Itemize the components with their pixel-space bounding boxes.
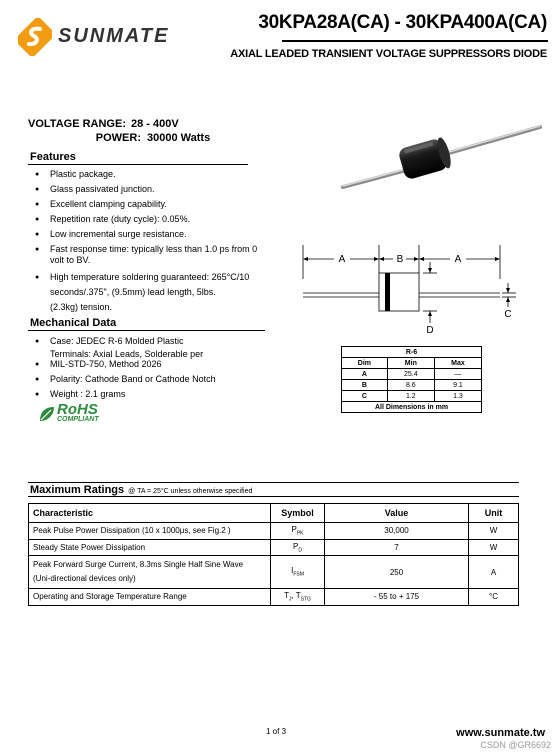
mechanical-list xyxy=(29,336,269,404)
dimension-label-b: B xyxy=(396,254,404,265)
ratings-top-rule xyxy=(28,482,519,483)
features-heading: Features xyxy=(30,151,76,163)
feature-item: (2.3kg) tension. xyxy=(50,302,113,312)
dimension-label-a2: A xyxy=(454,254,462,265)
leaf-icon xyxy=(38,405,56,423)
feature-item: ● Fast response time: typically less than 1.0 ps from 0 volt to BV. xyxy=(29,244,262,266)
mechanical-item: ● Polarity: Cathode Band or Cathode Notch xyxy=(29,374,269,385)
symbol-cell: $P_D$ xyxy=(271,539,325,556)
ratings-bottom-rule xyxy=(28,496,519,497)
dimension-label-c: C xyxy=(504,309,512,320)
min-header: Min xyxy=(387,358,434,369)
max-cell: — xyxy=(434,369,481,380)
max-cell: 9.1 xyxy=(434,380,481,391)
table-row xyxy=(342,391,482,402)
dimension-label-a: A xyxy=(338,254,346,265)
value-header: Value xyxy=(325,504,469,523)
min-cell: 8.6 xyxy=(387,380,434,391)
voltage-range-value: 28 - 400V xyxy=(130,118,179,130)
value-cell: 250 xyxy=(325,556,469,589)
max-header: Max xyxy=(434,358,481,369)
symbol-cell: $T_J$, $T_{STG}$ xyxy=(271,589,325,606)
ratings-condition: @ TA = 25°C unless otherwise specified xyxy=(128,488,253,495)
table-row xyxy=(29,539,519,556)
unit-cell: W xyxy=(469,523,519,540)
unit-cell: W xyxy=(469,539,519,556)
characteristic-cell: Peak Pulse Power Dissipation (10 x 1000μs, see Fig.2 ) xyxy=(29,523,271,540)
power-label: POWER: xyxy=(95,132,141,144)
brand-logo-icon xyxy=(18,18,52,56)
diode-photo-illustration xyxy=(335,125,545,195)
table-row xyxy=(342,369,482,380)
dim-cell: A xyxy=(342,369,388,380)
voltage-range-label: VOLTAGE RANGE: xyxy=(28,118,126,130)
mechanical-item: ● Case: JEDEC R-6 Molded Plastic xyxy=(29,336,269,347)
dim-cell: C xyxy=(342,391,388,402)
characteristic-header: Characteristic xyxy=(29,504,271,523)
value-cell: 30,000 xyxy=(325,523,469,540)
dimension-label-d: D xyxy=(426,325,434,335)
unit-cell: °C xyxy=(469,589,519,606)
characteristic-cell: Operating and Storage Temperature Range xyxy=(29,589,271,606)
table-row xyxy=(29,589,519,606)
mechanical-item: ● Weight : 2.1 grams xyxy=(29,389,269,400)
mechanical-item: ● MIL-STD-750, Method 2026 xyxy=(29,359,269,370)
table-row xyxy=(342,380,482,391)
feature-item: ● Repetition rate (duty cycle): 0.05%. xyxy=(29,214,269,225)
ratings-heading xyxy=(30,484,252,496)
mechanical-item: Terminals: Axial Leads, Solderable per xyxy=(50,349,204,359)
header-rule xyxy=(282,40,548,42)
characteristic-line-1: Peak Forward Surge Current, 8.3ms Single Half Sine Wave xyxy=(33,560,244,570)
spec-summary xyxy=(28,117,210,145)
characteristic-line-2: (Uni-directional devices only) xyxy=(33,574,136,584)
symbol-cell: $I_{FSM}$ xyxy=(271,556,325,589)
watermark-text: CSDN @GR6692 xyxy=(480,740,551,750)
dimension-table xyxy=(341,346,482,413)
value-cell: - 55 to + 175 xyxy=(325,589,469,606)
power-value: 30000 Watts xyxy=(147,132,211,144)
min-cell: 1.2 xyxy=(387,391,434,402)
unit-header: Unit xyxy=(469,504,519,523)
unit-cell: A xyxy=(469,556,519,589)
table-row xyxy=(29,523,519,540)
feature-item: ● Excellent clamping capability. xyxy=(29,199,269,210)
document-subtitle: AXIAL LEADED TRANSIENT VOLTAGE SUPPRESSORS DIODE xyxy=(230,48,547,60)
feature-item: ● Low incremental surge resistance. xyxy=(29,229,269,240)
package-dimension-drawing xyxy=(300,243,525,335)
feature-item: ● Plastic package. xyxy=(29,169,269,180)
page-number: 1 of 3 xyxy=(266,727,287,736)
mechanical-heading: Mechanical Data xyxy=(30,317,117,329)
table-row xyxy=(29,556,519,589)
dim-cell: B xyxy=(342,380,388,391)
dim-header: Dim xyxy=(342,358,388,369)
value-cell: 7 xyxy=(325,539,469,556)
mechanical-rule xyxy=(28,330,265,331)
brand-name: SUNMATE xyxy=(58,25,170,47)
dimension-table-title: R-6 xyxy=(342,347,482,358)
symbol-cell: $P_{PK}$ xyxy=(271,523,325,540)
dimension-table-footer: All Dimensions in mm xyxy=(342,402,482,413)
ratings-table xyxy=(28,503,519,606)
feature-item: ● High temperature soldering guaranteed: 265°C/10 seconds/.375", (9.5mm) lead length, 5lbs. xyxy=(29,270,268,300)
characteristic-cell xyxy=(29,556,271,589)
characteristic-cell: Steady State Power Dissipation xyxy=(29,539,271,556)
feature-item: ● Glass passivated junction. xyxy=(29,184,269,195)
features-list xyxy=(29,169,269,317)
features-rule xyxy=(28,164,248,165)
rohs-compliant-text: COMPLIANT xyxy=(57,416,99,423)
part-number-title: 30KPA28A(CA) - 30KPA400A(CA) xyxy=(258,12,547,33)
symbol-header: Symbol xyxy=(271,504,325,523)
rohs-logo-text: RoHS xyxy=(57,401,98,418)
min-cell: 25.4 xyxy=(387,369,434,380)
website-link[interactable]: www.sunmate.tw xyxy=(456,727,545,739)
max-cell: 1.3 xyxy=(434,391,481,402)
ratings-title: Maximum Ratings xyxy=(30,484,125,496)
